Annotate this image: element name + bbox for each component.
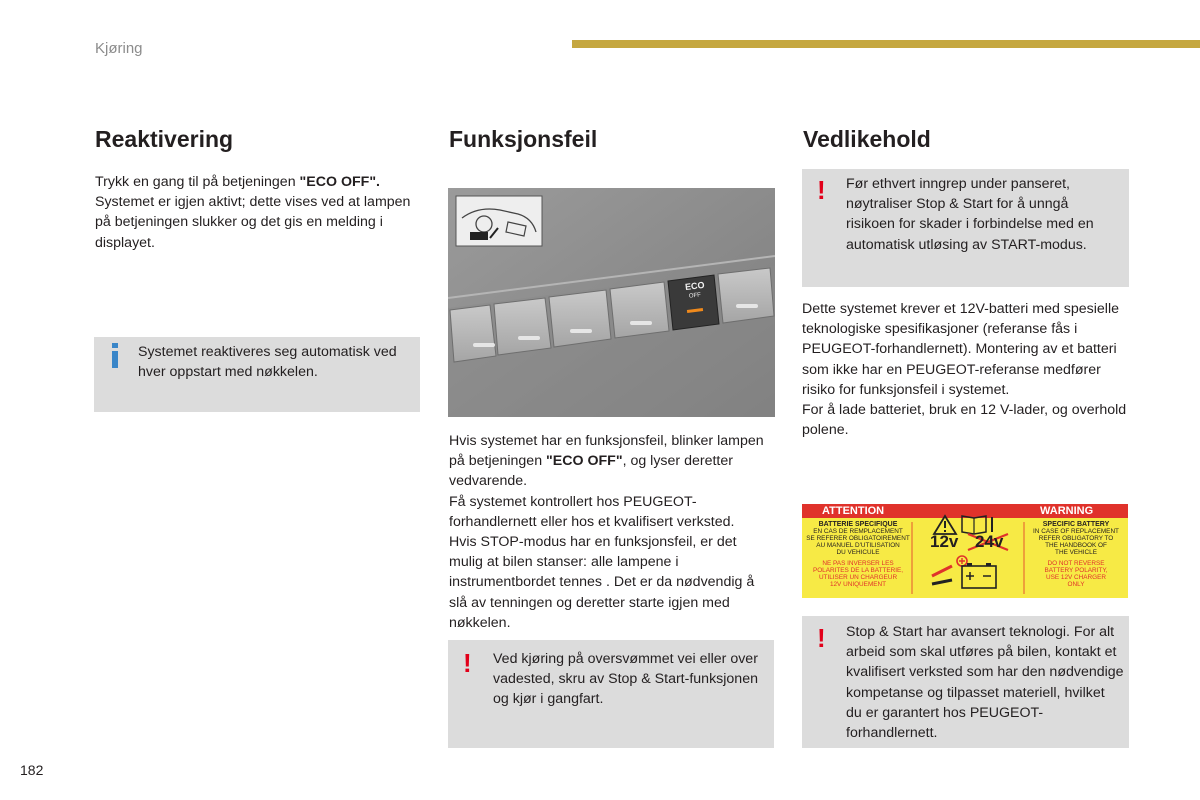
en-line: IN CASE OF REPLACEMENT	[1033, 528, 1119, 535]
fr-line: EN CAS DE REMPLACEMENT	[813, 528, 903, 535]
eco-off-bold: "ECO OFF"	[546, 453, 623, 470]
para-text-2: For å lade batteriet, bruk en 12 V-lader, og overhold polene.	[802, 402, 1127, 439]
funksjonsfeil-paragraph	[449, 431, 774, 633]
heading-funksjonsfeil: Funksjonsfeil	[449, 126, 598, 152]
warning-box-service	[802, 616, 1129, 748]
warning-box-engine	[802, 169, 1129, 287]
para-text-cont: Systemet er igjen aktivt; dette vises ved at lampen på betjeningen slukker og det gis en melding i displayet.	[95, 194, 411, 251]
para-text-cont: , og lyser deretter vedvarende.	[449, 453, 733, 490]
en-line: REFER OBLIGATORY TO	[1038, 535, 1114, 542]
warning-box-flood	[448, 640, 774, 748]
fr-line: AU MANUEL D'UTILISATION	[816, 542, 900, 549]
para-text: Trykk en gang til på betjeningen	[95, 174, 300, 190]
info-box	[94, 337, 420, 412]
off-label: OFF	[688, 292, 702, 300]
reaktivering-paragraph	[95, 172, 415, 253]
fr-red-line: UTILISER UN CHARGEUR	[818, 574, 898, 581]
heading-reaktivering: Reaktivering	[95, 126, 234, 152]
battery-warning-label	[802, 504, 1128, 598]
eco-label: ECO	[684, 279, 706, 293]
info-icon	[110, 343, 122, 374]
exclamation-icon: !	[817, 175, 826, 205]
warning-text: Før ethvert inngrep under panseret, nøytraliser Stop & Start for å unngå risikoen for skader i forbindelse med en automatisk utløsing av START-modus.	[846, 176, 1094, 253]
header-accent-bar	[572, 40, 1200, 48]
eco-off-button	[670, 275, 714, 323]
warning-text: Ved kjøring på oversvømmet vei eller over vadested, skru av Stop & Start-funksjonen og kjør i gangfart.	[493, 651, 758, 708]
eco-off-button-illustration	[448, 188, 775, 417]
en-red-line: ONLY	[1067, 581, 1085, 588]
exclamation-icon: !	[463, 648, 472, 678]
en-red-line: USE 12V CHARGER	[1045, 574, 1107, 581]
en-line: THE HANDBOOK OF	[1045, 542, 1107, 549]
para-text-3: Hvis STOP-modus har en funksjonsfeil, er det mulig at bilen stanser: alle lampene i instrumentbordet tennes . Det er da nødvendig å slå av tenningen og deretter starte igjen med nøkkelen.	[449, 534, 755, 631]
warning-text: Stop & Start har avansert teknologi. For alt arbeid som skal utføres på bilen, kontakt et kvalifisert verksted som har den nødvendige kompetanse og tilpasset materiell, hvilket du er garantert hos PEUGEOT-forhandlernett.	[846, 624, 1124, 742]
voltage-12v: 12v	[930, 532, 959, 551]
en-line: THE VEHICLE	[1055, 549, 1097, 556]
en-red-line: BATTERY POLARITY,	[1044, 567, 1108, 574]
exclamation-icon: !	[817, 623, 826, 653]
fr-title: BATTERIE SPECIFIQUE	[818, 521, 898, 528]
voltage-24v: 24v	[975, 532, 1004, 551]
para-text: Hvis systemet har en funksjonsfeil, blinker lampen på betjeningen	[449, 433, 764, 470]
eco-off-bold: "ECO OFF".	[299, 174, 380, 190]
warning-title: WARNING	[1040, 505, 1094, 517]
en-title: SPECIFIC BATTERY	[1042, 521, 1110, 528]
fr-red-line: NE PAS INVERSER LES	[822, 560, 894, 567]
fr-line: SE REFERER OBLIGATOIREMENT	[806, 535, 910, 542]
fr-red-line: 12V UNIQUEMENT	[829, 581, 887, 588]
fr-line: DU VEHICULE	[836, 549, 880, 556]
fr-red-line: POLARITES DE LA BATTERIE,	[812, 567, 904, 574]
page-number: 182	[20, 762, 44, 778]
heading-vedlikehold: Vedlikehold	[803, 126, 931, 152]
en-text-block	[1026, 521, 1126, 588]
fr-text-block	[806, 521, 910, 588]
en-red-line: DO NOT REVERSE	[1047, 560, 1105, 567]
attention-title: ATTENTION	[822, 505, 885, 517]
section-title: Kjøring	[95, 40, 143, 57]
para-text: Dette systemet krever et 12V-batteri med spesielle teknologiske spesifikasjoner (referanse fås i PEUGEOT-forhandlernett). Montering av et batteri som ikke har en PEUGEOT-referanse medfører risiko for funksjonsfeil i systemet.	[802, 301, 1119, 398]
info-text: Systemet reaktiveres seg automatisk ved hver oppstart med nøkkelen.	[138, 344, 397, 381]
para-text-2: Få systemet kontrollert hos PEUGEOT-forhandlernett eller hos et kvalifisert verksted.	[449, 493, 735, 530]
vedlikehold-paragraph	[802, 299, 1127, 440]
eco-off-lamp	[687, 308, 703, 313]
